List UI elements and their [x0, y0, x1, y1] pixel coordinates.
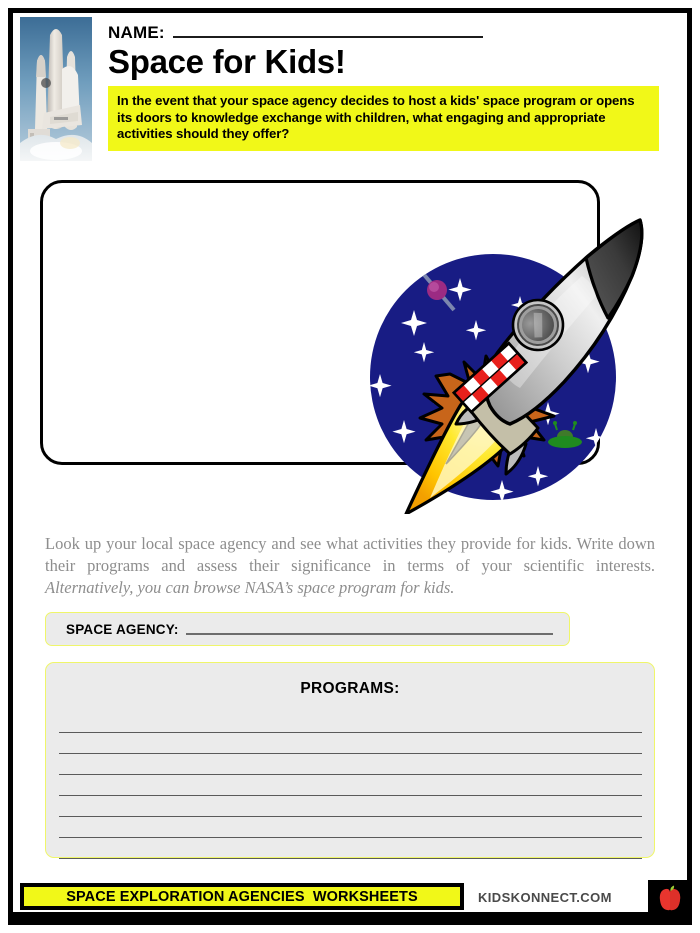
programs-box[interactable] [45, 662, 655, 858]
programs-write-line[interactable] [59, 817, 642, 838]
worksheet-header [20, 17, 668, 167]
apple-icon [648, 880, 692, 918]
instructions-paragraph [45, 533, 655, 599]
programs-title: PROGRAMS: [300, 680, 400, 697]
rocket-illustration [350, 192, 660, 514]
programs-write-line[interactable] [59, 838, 642, 859]
programs-write-lines [46, 712, 654, 859]
space-shuttle-photo [20, 17, 92, 161]
space-agency-input-line[interactable] [186, 633, 553, 635]
answer-area [20, 172, 668, 520]
instructions-main: Look up your local space agency and see what activities they provide for kids. Write down their programs and assess their significance in terms of your scientific interests. [45, 534, 655, 575]
instructions-alternative: Alternatively, you can browse NASA’s space program for kids. [45, 578, 455, 597]
footer-badge-label: SPACE EXPLORATION AGENCIES WORKSHEETS [66, 888, 418, 905]
programs-write-line[interactable] [59, 733, 642, 754]
worksheet-footer [8, 880, 692, 925]
programs-write-line[interactable] [59, 775, 642, 796]
space-agency-field[interactable] [45, 612, 570, 646]
header-text-block [108, 17, 668, 151]
footer-divider-bar [8, 912, 692, 920]
prompt-callout: In the event that your space agency decides to host a kids' space program or opens its doors to knowledge exchange with children, what engaging and appropriate activities should they offer? [108, 86, 659, 151]
programs-write-line[interactable] [59, 796, 642, 817]
page-title: Space for Kids! [108, 43, 346, 80]
name-input-line[interactable] [173, 36, 483, 38]
name-field-row [108, 17, 668, 41]
footer-badge [20, 883, 464, 910]
programs-write-line[interactable] [59, 712, 642, 733]
programs-write-line[interactable] [59, 754, 642, 775]
name-label: NAME: [108, 23, 165, 42]
space-agency-label: SPACE AGENCY: [66, 621, 179, 637]
footer-website: KIDSKONNECT.COM [478, 890, 612, 905]
